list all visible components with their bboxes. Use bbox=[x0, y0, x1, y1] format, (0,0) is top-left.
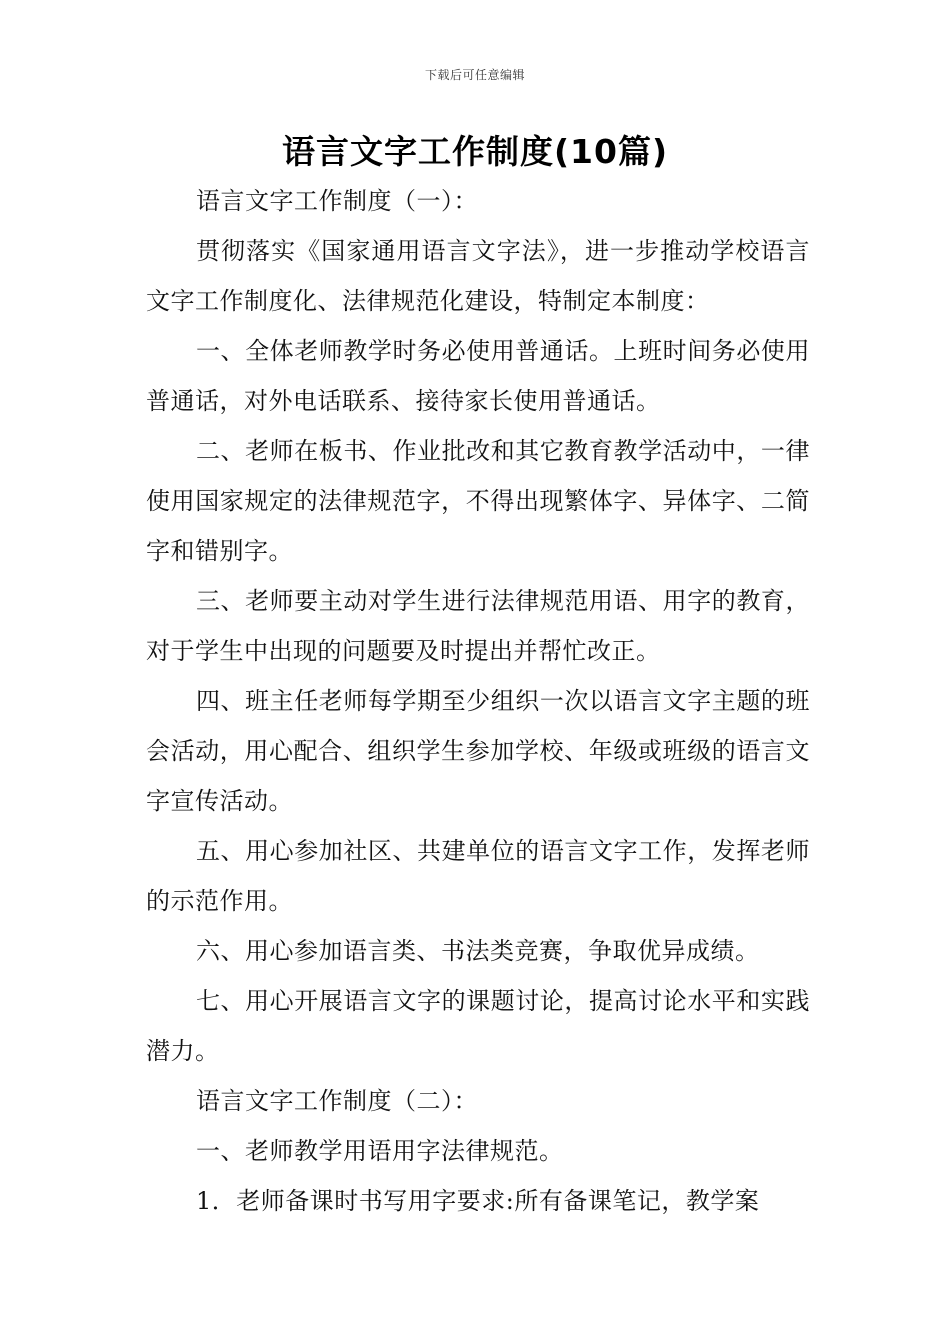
section-heading: 语言文字工作制度（二）： bbox=[196, 1087, 478, 1115]
paragraph: 二、老师在板书、作业批改和其它教育教学活动中，一律使用国家规定的法律规范字，不得出现繁体字、异体字、二简字和错别字。 bbox=[146, 437, 810, 565]
paragraph: 三、老师要主动对学生进行法律规范用语、用字的教育，对于学生中出现的问题要及时提出并帮忙改正。 bbox=[146, 587, 810, 665]
document-body bbox=[146, 176, 810, 1226]
paragraph: 四、班主任老师每学期至少组织一次以语言文字主题的班会活动，用心配合、组织学生参加学校、年级或班级的语言文字宣传活动。 bbox=[146, 687, 810, 815]
paragraph: 贯彻落实《国家通用语言文字法》，进一步推动学校语言文字工作制度化、法律规范化建设，特制定本制度： bbox=[146, 237, 810, 315]
paragraph: 七、用心开展语言文字的课题讨论，提高讨论水平和实践潜力。 bbox=[146, 987, 810, 1065]
paragraph: 1．老师备课时书写用字要求:所有备课笔记，教学案 bbox=[196, 1187, 760, 1215]
paragraph: 五、用心参加社区、共建单位的语言文字工作，发挥老师的示范作用。 bbox=[146, 837, 810, 915]
section-heading: 语言文字工作制度（一）： bbox=[196, 187, 478, 215]
header-note: 下载后可任意编辑 bbox=[424, 68, 525, 82]
paragraph: 一、老师教学用语用字法律规范。 bbox=[196, 1137, 564, 1165]
document-title: 语言文字工作制度(10篇) bbox=[281, 132, 669, 171]
paragraph: 一、全体老师教学时务必使用普通话。上班时间务必使用普通话，对外电话联系、接待家长使用普通话。 bbox=[146, 337, 810, 415]
paragraph: 六、用心参加语言类、书法类竞赛，争取优异成绩。 bbox=[196, 937, 760, 965]
